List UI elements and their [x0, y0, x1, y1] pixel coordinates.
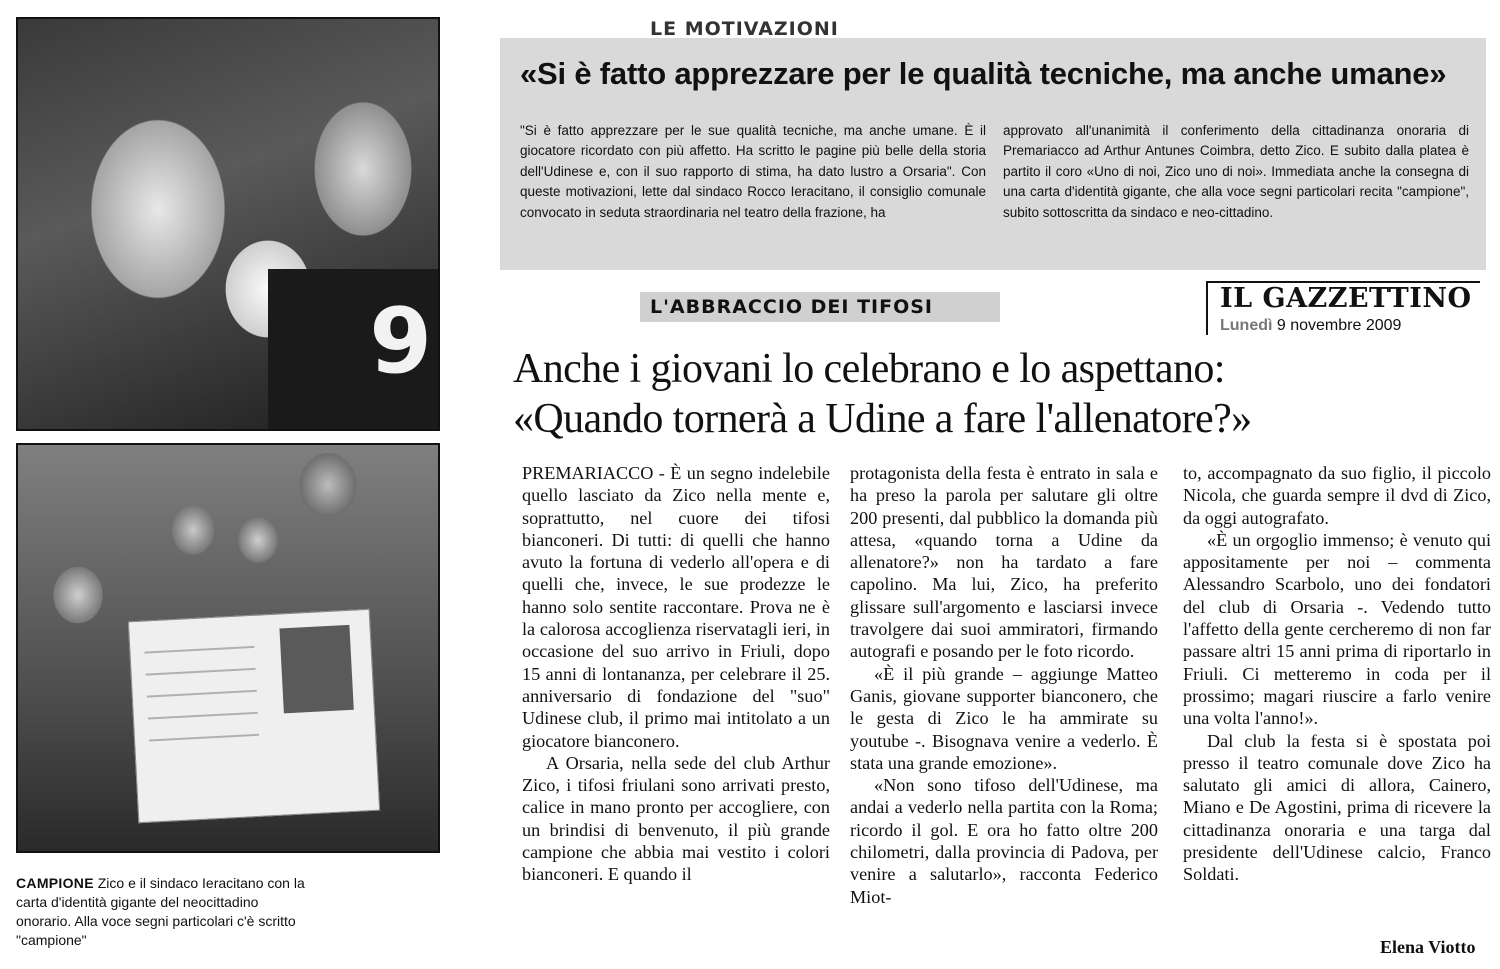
- newspaper-name: IL GAZZETTINO: [1220, 283, 1472, 314]
- card-line: [148, 712, 258, 720]
- article-column-1: [522, 462, 830, 886]
- card-line: [144, 646, 254, 654]
- article-paragraph: PREMARIACCO - È un segno indelebile quello lasciato da Zico nella mente e, soprattutto, nel cuore dei tifosi bianconeri. Di tutti: di quelli che hanno avuto la fortuna di vederlo all'opera e di quelli che, invece, le sue prodezze le hanno solo sentite raccontare. Prova ne è la calorosa accoglienza riservatagli ieri, in occasione del suo arrivo in Friuli, dopo 15 anni di lontananza, per celebrare il 25. anniversario di fondazione del "suo" Udinese club, il primo mai intitolato a un giocatore bianconero.: [522, 463, 830, 751]
- card-line: [147, 690, 257, 698]
- article-column-3: [1183, 462, 1491, 886]
- caption-text: Zico e il sindaco Ieracitano con la carta d'identità gigante del neocittadino onorario. Alla voce segni particolari c'è scritto "campione": [16, 875, 305, 948]
- photo-zico-fans: [16, 17, 440, 431]
- article-paragraph: «Non sono tifoso dell'Udinese, ma andai a vederlo nella partita con la Roma; ricordo il gol. E ora ho fatto oltre 200 chilometri, dalla provincia di Padova, per venire a salutarlo», racconta Federico Miot-: [850, 775, 1158, 907]
- fan-jersey: [268, 269, 438, 429]
- card-portrait: [279, 625, 353, 714]
- abbraccio-kicker: L'ABBRACCIO DEI TIFOSI: [650, 296, 933, 318]
- giant-identity-card: [128, 609, 380, 823]
- card-line: [149, 734, 259, 742]
- article-paragraph: «È il più grande – aggiunge Matteo Ganis, giovane supporter bianconero, che le gesta di Zico le ha ammirate su youtube -. Bisognava venire a vederlo. È stata una grande emozione».: [850, 663, 1158, 773]
- publication-day: Lunedì: [1220, 317, 1273, 334]
- photo-identity-card: [16, 443, 440, 853]
- article-paragraph: A Orsaria, nella sede del club Arthur Zico, i tifosi friulani sono arrivati presto, calice in mano pronto per accogliere, con un brindisi di benvenuto, il più grande campione che abbia mai vestito i colori bianconeri. E quando il: [522, 752, 830, 885]
- article-byline: Elena Viotto: [1380, 937, 1476, 957]
- publication-date: [1220, 317, 1401, 335]
- article-paragraph: to, accompagnato da suo figlio, il piccolo Nicola, che guarda sempre il dvd di Zico, da oggi autografato.: [1183, 463, 1491, 528]
- article-paragraph: «È un orgoglio immenso; è venuto qui appositamente per noi – commenta Alessandro Scarbolo, uno dei fondatori del club di Orsaria -. Vedendo tutto l'affetto della gente cercheremo di non far passare altri 15 anni prima di riportarlo in Friuli. Ci metteremo in coda per il prossimo; magari riuscire a farlo venire una volta l'anno!».: [1183, 529, 1491, 729]
- motivazioni-column-1: "Si è fatto apprezzare per le sue qualità tecniche, ma anche umane. È il giocatore ricordato con più affetto. Ha scritto le pagine più belle della storia dell'Udinese e, con il suo rapporto di stima, ha dato lustro a Orsaria". Con queste motivazioni, lette dal sindaco Rocco Ieracitano, il consiglio comunale convocato in seduta straordinaria nel teatro della frazione, ha: [520, 123, 986, 220]
- caption-label: CAMPIONE: [16, 875, 94, 891]
- article-paragraph: Dal club la festa si è spostata poi presso il teatro comunale dove Zico ha salutato gli amici di allora, Cainero, Miano e De Agostini, prima di ricevere la cittadinanza onoraria e una targa dal presidente dell'Udinese calcio, Franco Soldati.: [1183, 730, 1491, 885]
- motivazioni-headline: «Si è fatto apprezzare per le qualità tecniche, ma anche umane»: [520, 56, 1447, 91]
- article-column-2: [850, 462, 1158, 908]
- headline-line-1: Anche i giovani lo celebrano e lo aspettano:: [513, 346, 1225, 392]
- publication-date-text: 9 novembre 2009: [1276, 317, 1402, 334]
- article-paragraph: protagonista della festa è entrato in sala e ha preso la parola per salutare gli oltre 200 presenti, dal pubblico la domanda più attesa, «quando torna a Udine da allenatore?» non ha tardato a fare capolino. Ma lui, Zico, ha preferito glissare sull'argomento e lasciarsi invece travolgere dai suoi ammiratori, firmando autografi e posando per le foto ricordo.: [850, 463, 1158, 662]
- motivazioni-column-2: approvato all'unanimità il conferimento della cittadinanza onoraria di Premariacco ad Arthur Antunes Coimbra, detto Zico. E subito dalla platea è partito il coro «Uno di noi, Zico uno di noi». Immediata anche la consegna di una carta d'identità gigante, che alla voce segni particolari recita "campione", subito sottoscritta da sindaco e neo-cittadino.: [1003, 123, 1469, 220]
- motivazioni-kicker: LE MOTIVAZIONI: [650, 18, 839, 40]
- card-line: [146, 668, 256, 676]
- jersey-number: 9: [369, 289, 432, 394]
- photo-caption: [16, 874, 316, 950]
- headline-line-2: «Quando tornerà a Udine a fare l'allenatore?»: [513, 396, 1252, 442]
- newspaper-masthead: [1206, 281, 1480, 335]
